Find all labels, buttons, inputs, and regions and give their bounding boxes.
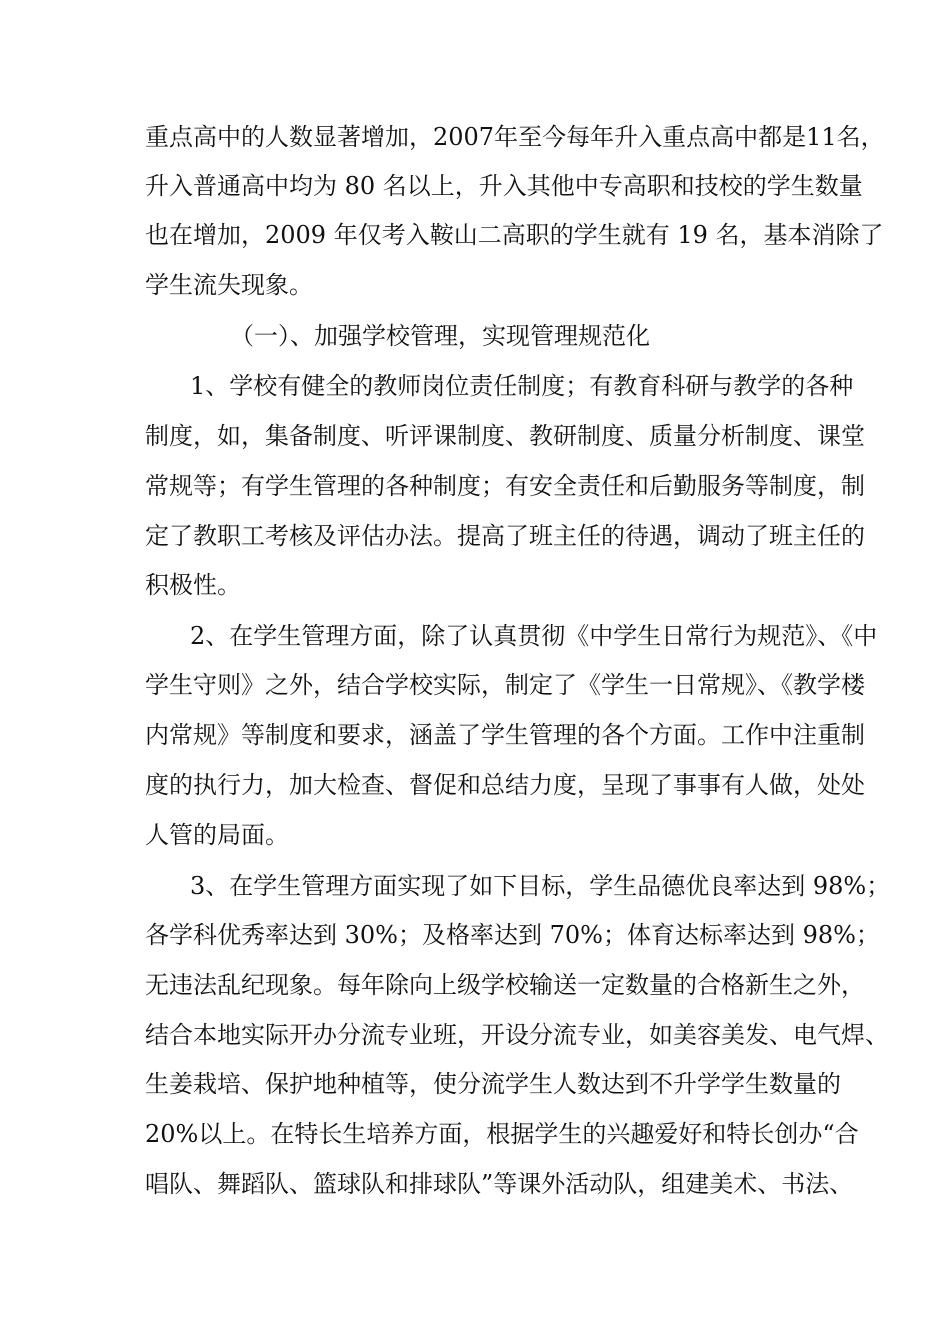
section-heading: （一）、加强学校管理，实现管理规范化 (230, 322, 650, 350)
paragraph-line: 人管的局面。 (145, 821, 289, 849)
paragraph-line: 各学科优秀率达到 30%；及格率达到 70%；体育达标率达到 98%； (145, 921, 880, 949)
paragraph-line: 唱队、舞蹈队、篮球队和排球队”等课外活动队，组建美术、书法、 (145, 1170, 854, 1198)
paragraph-line: 积极性。 (145, 571, 241, 599)
paragraph-line: 重点高中的人数显著增加，2007年至今每年升入重点高中都是11名， (145, 123, 885, 151)
paragraph-line: 3、在学生管理方面实现了如下目标，学生品德优良率达到 98%； (190, 872, 891, 900)
paragraph-line: 升入普通高中均为 80 名以上，升入其他中专高职和技校的学生数量 (145, 172, 863, 200)
paragraph-line: 学生守则》之外，结合学校实际，制定了《学生一日常规》、《教学楼 (145, 671, 865, 699)
paragraph-line: 度的执行力，加大检查、督促和总结力度，呈现了事事有人做，处处 (145, 771, 865, 799)
paragraph-line: 学生流失现象。 (145, 271, 313, 299)
paragraph-line: 常规等；有学生管理的各种制度；有安全责任和后勤服务等制度，制 (145, 472, 865, 500)
paragraph-line: 1、学校有健全的教师岗位责任制度；有教育科研与教学的各种 (190, 372, 854, 400)
paragraph-line: 定了教职工考核及评估办法。提高了班主任的待遇，调动了班主任的 (145, 522, 865, 550)
paragraph-line: 内常规》等制度和要求，涵盖了学生管理的各个方面。工作中注重制 (145, 721, 865, 749)
paragraph-line: 生姜栽培、保护地种植等，使分流学生人数达到不升学学生数量的 (145, 1070, 841, 1098)
paragraph-line: 2、在学生管理方面，除了认真贯彻《中学生日常行为规范》、《中 (190, 622, 878, 650)
paragraph-line: 20%以上。在特长生培养方面，根据学生的兴趣爱好和特长创办“合 (145, 1120, 859, 1148)
paragraph-line: 制度，如，集备制度、听评课制度、教研制度、质量分析制度、课堂 (145, 422, 865, 450)
paragraph-line: 也在增加，2009 年仅考入鞍山二高职的学生就有 19 名，基本消除了 (145, 221, 884, 249)
paragraph-line: 无违法乱纪现象。每年除向上级学校输送一定数量的合格新生之外， (145, 971, 865, 999)
paragraph-line: 结合本地实际开办分流专业班，开设分流专业，如美容美发、电气焊、 (145, 1021, 889, 1049)
